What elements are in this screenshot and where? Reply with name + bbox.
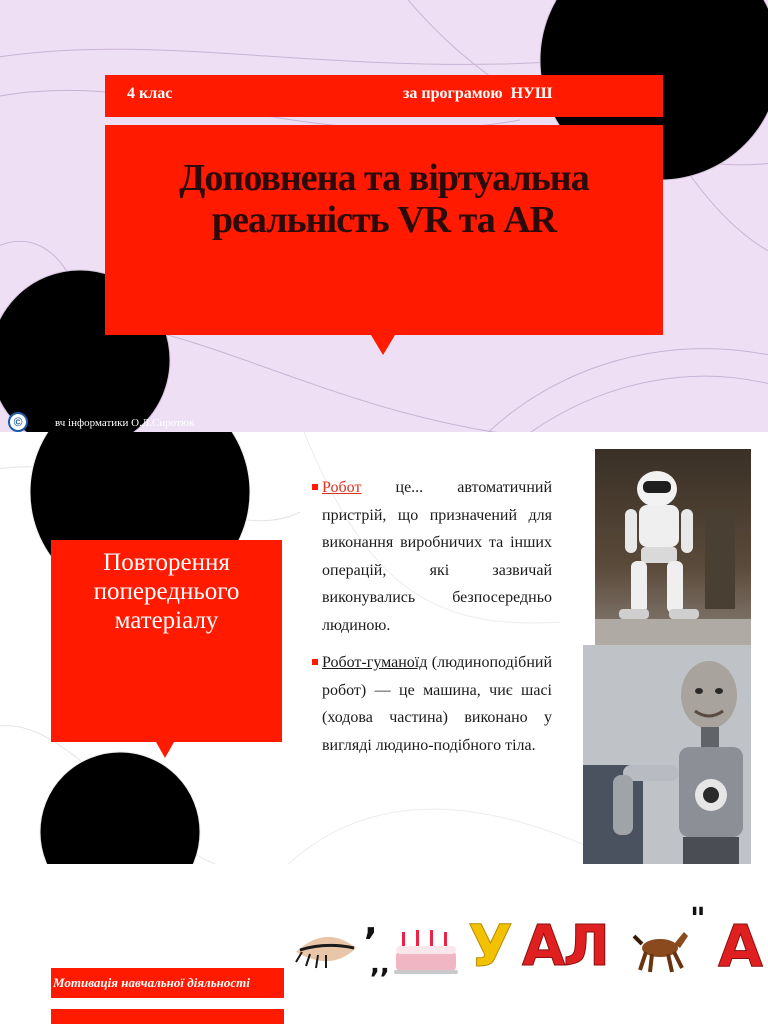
eye-icon	[292, 918, 362, 978]
bullet-square-icon	[312, 659, 318, 665]
definition-humanoid-text: (людиноподібний робот) — це машина, чиє шасі (ходова частина) виконано у вигляді людино-подібного тіла.	[322, 654, 552, 754]
rebus-quote: "	[690, 902, 706, 937]
program-label: за програмою НУШ	[403, 85, 553, 102]
review-heading: Повторення попереднього матеріалу	[93, 549, 240, 634]
definition-robot-text: це... автоматичний пристрій, що призначений для виконання виробничих та інших операцій, які зазвичай виконувались безпосередньо людиною.	[322, 479, 552, 634]
header-bar	[105, 75, 663, 117]
robot-asimo-photo	[595, 449, 751, 645]
callout-pointer	[371, 335, 395, 355]
robot-asimo-illustration	[595, 449, 751, 645]
definition-humanoid	[322, 649, 552, 759]
slide-title: Доповнена та віртуальна реальність VR та AR	[179, 157, 589, 241]
motivation-slide	[0, 864, 768, 1024]
cake-icon	[390, 926, 462, 976]
motivation-bar	[51, 1009, 284, 1024]
bullet-square-icon	[312, 484, 318, 490]
callout-pointer	[156, 742, 174, 758]
motivation-heading-box	[51, 968, 284, 998]
copyright-icon: ©	[8, 412, 28, 432]
author-credit: вч інформатики О.Л.Сиротюк	[55, 417, 195, 429]
humanoid-robot-illustration	[583, 645, 751, 864]
motivation-heading: Мотивація навчальної діяльності	[53, 975, 250, 990]
term-humanoid: Робот-гуманоїд	[322, 654, 428, 671]
review-slide	[0, 432, 768, 864]
term-robot: Робот	[322, 479, 362, 496]
title-slide	[0, 0, 768, 432]
rebus-comma: ,	[364, 902, 378, 943]
grade-label: 4 клас	[127, 85, 173, 102]
review-heading-box	[51, 540, 282, 742]
rebus-letters-al: АЛ	[522, 914, 608, 979]
definition-robot	[322, 474, 552, 639]
humanoid-robot-photo	[583, 645, 751, 864]
rebus-letter-a: А	[718, 912, 763, 980]
horse-icon	[630, 922, 690, 976]
rebus-letter-u: У	[468, 912, 513, 980]
rebus-double-comma: ,,	[370, 950, 390, 980]
title-box	[105, 125, 663, 335]
